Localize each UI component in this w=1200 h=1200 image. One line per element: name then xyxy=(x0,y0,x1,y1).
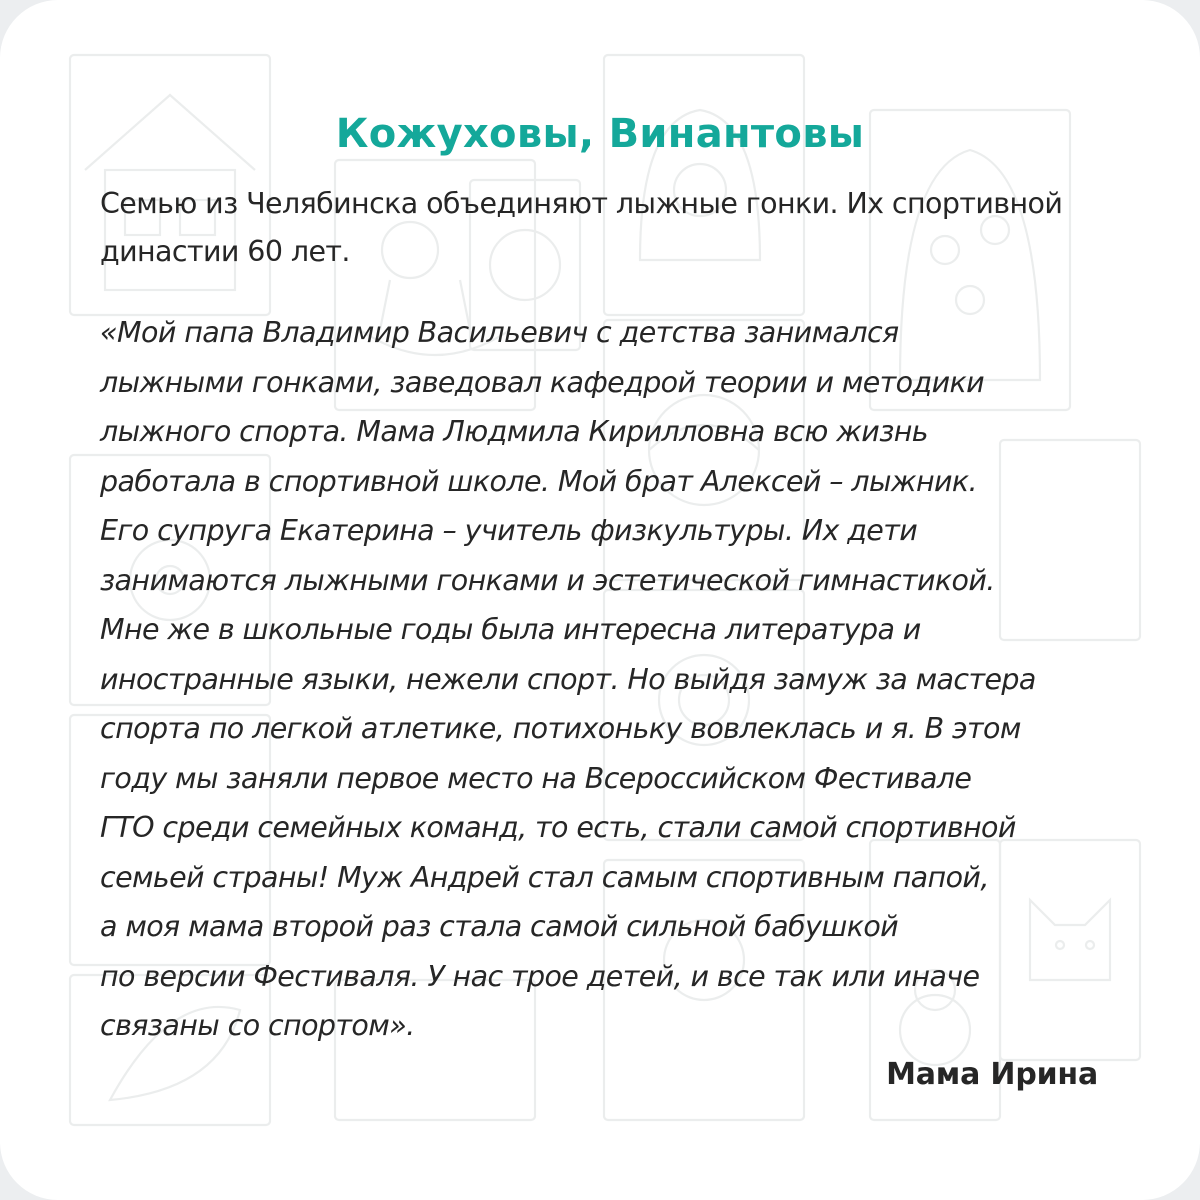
quote-paragraph xyxy=(100,308,1110,1051)
post-title: Кожуховы, Винантовы xyxy=(335,111,865,157)
quote-line: лыжного спорта. Мама Людмила Кирилловна всю жизнь xyxy=(100,415,929,448)
quote-line: году мы заняли первое место на Всероссийском Фестивале xyxy=(100,761,972,795)
quote-line: занимаются лыжными гонками и эстетической гимнастикой. xyxy=(100,563,995,597)
signature: Мама Ирина xyxy=(886,1057,1098,1092)
quote-line: семьей страны! Муж Андрей стал самым спортивным папой, xyxy=(100,860,989,894)
quote-line: по версии Фестиваля. У нас трое детей, и все так или иначе xyxy=(100,959,980,993)
quote-line: спорта по легкой атлетике, потихоньку вовлеклась и я. В этом xyxy=(100,712,1021,745)
quote-line: ГТО среди семейных команд, то есть, стали самой спортивной xyxy=(100,811,1016,844)
quote-line: Мне же в школьные годы была интересна литература и xyxy=(100,613,921,646)
quote-line: лыжными гонками, заведовал кафедрой теории и методики xyxy=(100,365,985,399)
quote-line: работала в спортивной школе. Мой брат Алексей – лыжник. xyxy=(100,464,978,498)
intro-paragraph: Семью из Челябинска объединяют лыжные гонки. Их спортивной династии 60 лет. xyxy=(100,187,1063,268)
quote-line: связаны со спортом». xyxy=(100,1009,415,1042)
quote-line: а моя мама второй раз стала самой сильной бабушкой xyxy=(100,910,899,943)
quote-line: Его супруга Екатерина – учитель физкультуры. Их дети xyxy=(100,514,918,547)
quote-line: «Мой папа Владимир Васильевич с детства занимался xyxy=(100,316,899,349)
quote-line: иностранные языки, нежели спорт. Но выйдя замуж за мастера xyxy=(100,662,1036,696)
